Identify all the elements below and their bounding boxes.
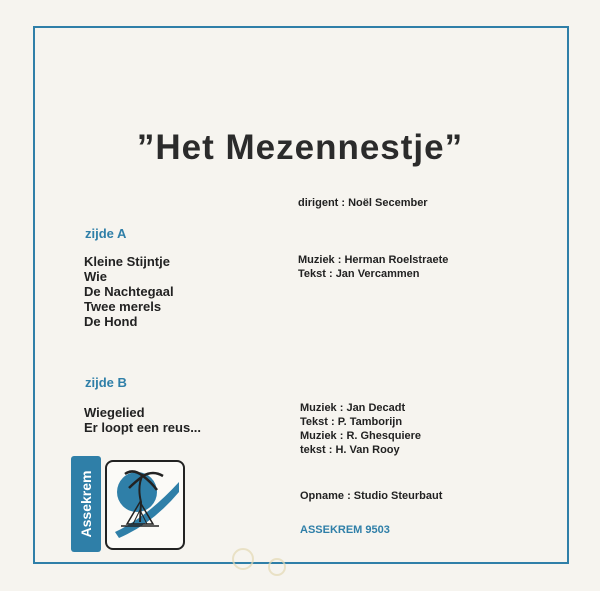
side-a-tracklist [84,254,174,329]
credit-line: Tekst : Jan Vercammen [298,268,420,280]
track-item: Er loopt een reus... [84,420,202,435]
logo-label-bar [71,456,101,552]
album-title: ”Het Mezennestje” [136,128,464,167]
side-a-credits [298,253,448,281]
track-item: Wie [84,269,107,284]
paper-stain [232,548,254,570]
assekrem-logo [71,456,187,552]
track-item: De Nachtegaal [84,284,174,299]
side-a-label: zijde A [85,226,127,241]
credit-line: Tekst : P. Tamborijn [300,416,403,428]
catalog-number: ASSEKREM 9503 [300,524,390,536]
palm-tent-icon [107,462,183,548]
side-b-tracklist [84,405,201,435]
conductor-credit: dirigent : Noël Secember [298,197,428,209]
credit-line: Muziek : Jan Decadt [300,402,406,414]
paper-stain [268,558,286,576]
credit-line: Muziek : R. Ghesquiere [300,430,422,442]
recording-studio: Opname : Studio Steurbaut [300,490,443,502]
logo-label: Assekrem [78,470,94,538]
credit-line: tekst : H. Van Rooy [300,444,400,456]
track-item: Wiegelied [84,405,145,420]
track-item: Twee merels [84,299,162,314]
track-item: Kleine Stijntje [84,254,170,269]
side-b-credits [300,401,421,457]
credit-line: Muziek : Herman Roelstraete [298,254,449,266]
side-b-label: zijde B [85,375,127,390]
logo-emblem [105,460,185,550]
track-item: De Hond [84,314,138,329]
